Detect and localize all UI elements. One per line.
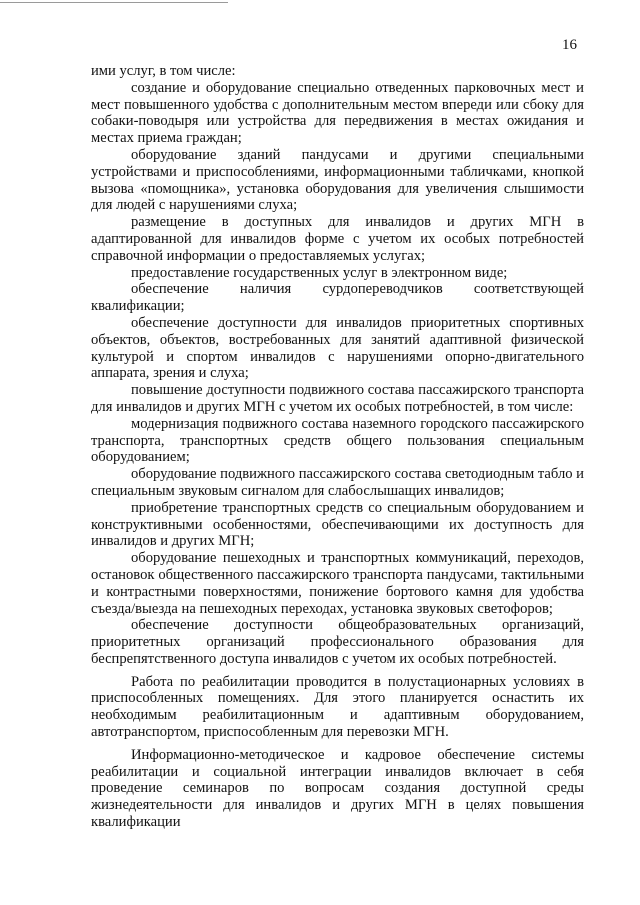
paragraph-8: повышение доступности подвижного состава пассажирского транспорта для инвалидов и других МГН с учетом их особых потребностей, в том числе: <box>91 382 584 415</box>
paragraph-10: оборудование подвижного пассажирского состава светодиодным табло и специальным звуковым сигналом для слабослышащих инвалидов; <box>91 466 584 499</box>
paragraph-1: ими услуг, в том числе: <box>91 63 236 79</box>
paragraph-11: приобретение транспортных средств со специальным оборудованием и конструктивными особенностями, обеспечивающими их доступность для инвалидов и других МГН; <box>91 499 584 550</box>
paragraph-3: оборудование зданий пандусами и другими специальными устройствами и приспособлениями, информационными табличками, кнопкой вызова «помощника», установка оборудования для увеличения слышимости для людей с нарушениями слуха; <box>91 146 584 214</box>
paragraph-9: модернизация подвижного состава наземного городского пассажирского транспорта, транспортных средств общего пользования специальным оборудованием; <box>91 415 584 466</box>
page-number: 16 <box>562 37 577 53</box>
paragraph-5: предоставление государственных услуг в электронном виде; <box>131 264 508 281</box>
scan-edge-line <box>0 2 228 3</box>
paragraph-14: Работа по реабилитации проводится в полустационарных условиях в приспособленных помещениях. Для этого планируется оснастить их необходимым реабилитационным и адаптивным оборудованием, автотранспортом, приспособленным для перевозки МГН. <box>91 673 584 741</box>
paragraph-12: оборудование пешеходных и транспортных коммуникаций, переходов, остановок общественного пассажирского транспорта пандусами, тактильными и контрастными поверхностями, понижение бортового камня для удобства съезда/выезда на пешеходных переходах, установка звуковых светофоров; <box>91 550 584 617</box>
paragraph-2: создание и оборудование специально отведенных парковочных мест и мест повышенного удобства с дополнительным местом впереди или сбоку для собаки-поводыря или устройства для передвижения в местах ожидания и местах приема граждан; <box>91 79 584 147</box>
paragraph-15: Информационно-методическое и кадровое обеспечение системы реабилитации и социальной интеграции инвалидов включает в себя проведение семинаров по вопросам создания доступной среды жизнедеятельности для инвалидов и других МГН в целях повышения квалификации <box>91 746 584 831</box>
paragraph-13: обеспечение доступности общеобразовательных организаций, приоритетных организаций профессионального образования для беспрепятственного доступа инвалидов с учетом их особых потребностей. <box>91 617 584 667</box>
paragraph-6: обеспечение наличия сурдопереводчиков соответствующей квалификации; <box>91 281 584 315</box>
document-body <box>91 63 584 831</box>
paragraph-7: обеспечение доступности для инвалидов приоритетных спортивных объектов, объектов, востребованных для занятий адаптивной физической культурой и спортом инвалидов с нарушениями опорно-двигательного аппарата, зрения и слуха; <box>91 314 584 382</box>
paragraph-4: размещение в доступных для инвалидов и других МГН в адаптированной для инвалидов форме с учетом их особых потребностей справочной информации о предоставляемых услугах; <box>91 214 584 264</box>
